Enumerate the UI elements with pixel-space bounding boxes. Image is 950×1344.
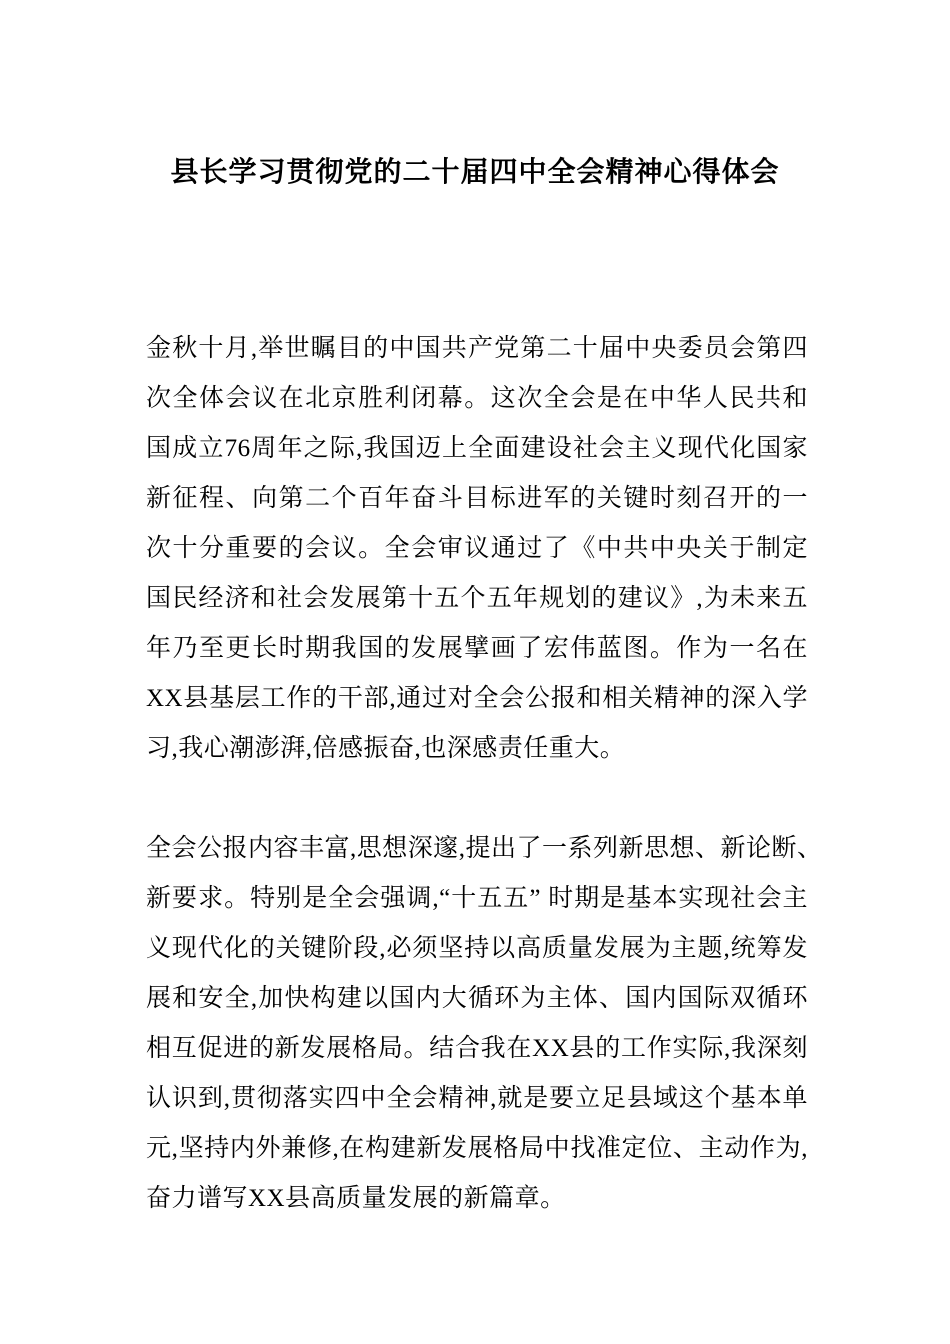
text-line: XX县基层工作的干部,通过对全会公报和相关精神的深入学 [146, 685, 808, 712]
text-line: 认识到,贯彻落实四中全会精神,就是要立足县域这个基本单 [146, 1085, 808, 1112]
text-line: 习,我心潮澎湃,倍感振奋,也深感责任重大。 [146, 735, 626, 762]
document-body [146, 324, 823, 1224]
text-line: 元,坚持内外兼修,在构建新发展格局中找准定位、主动作为, [146, 1135, 808, 1162]
text-line: 全会公报内容丰富,思想深邃,提出了一系列新思想、新论断、 [146, 835, 823, 862]
text-line: 金秋十月,举世瞩目的中国共产党第二十届中央委员会第四 [146, 335, 808, 362]
text-line: 相互促进的新发展格局。结合我在XX县的工作实际,我深刻 [146, 1035, 808, 1062]
text-line: 新征程、向第二个百年奋斗目标进军的关键时刻召开的一 [146, 485, 808, 512]
text-line: 展和安全,加快构建以国内大循环为主体、国内国际双循环 [146, 985, 808, 1012]
text-line: 年乃至更长时期我国的发展擘画了宏伟蓝图。作为一名在 [146, 635, 808, 662]
text-line: 国成立76周年之际,我国迈上全面建设社会主义现代化国家 [146, 435, 808, 462]
text-line: 次十分重要的会议。全会审议通过了《中共中央关于制定 [146, 535, 808, 562]
text-line: 奋力谱写XX县高质量发展的新篇章。 [146, 1185, 566, 1212]
text-line: 国民经济和社会发展第十五个五年规划的建议》,为未来五 [146, 585, 808, 612]
paragraph-2 [146, 824, 823, 1224]
text-line: 次全体会议在北京胜利闭幕。这次全会是在中华人民共和 [146, 385, 808, 412]
text-line: 义现代化的关键阶段,必须坚持以高质量发展为主题,统筹发 [146, 935, 808, 962]
paragraph-1 [146, 324, 808, 774]
text-line: 新要求。特别是全会强调,“十五五” 时期是基本实现社会主 [146, 885, 808, 912]
document-title: 县长学习贯彻党的二十届四中全会精神心得体会 [170, 157, 780, 188]
